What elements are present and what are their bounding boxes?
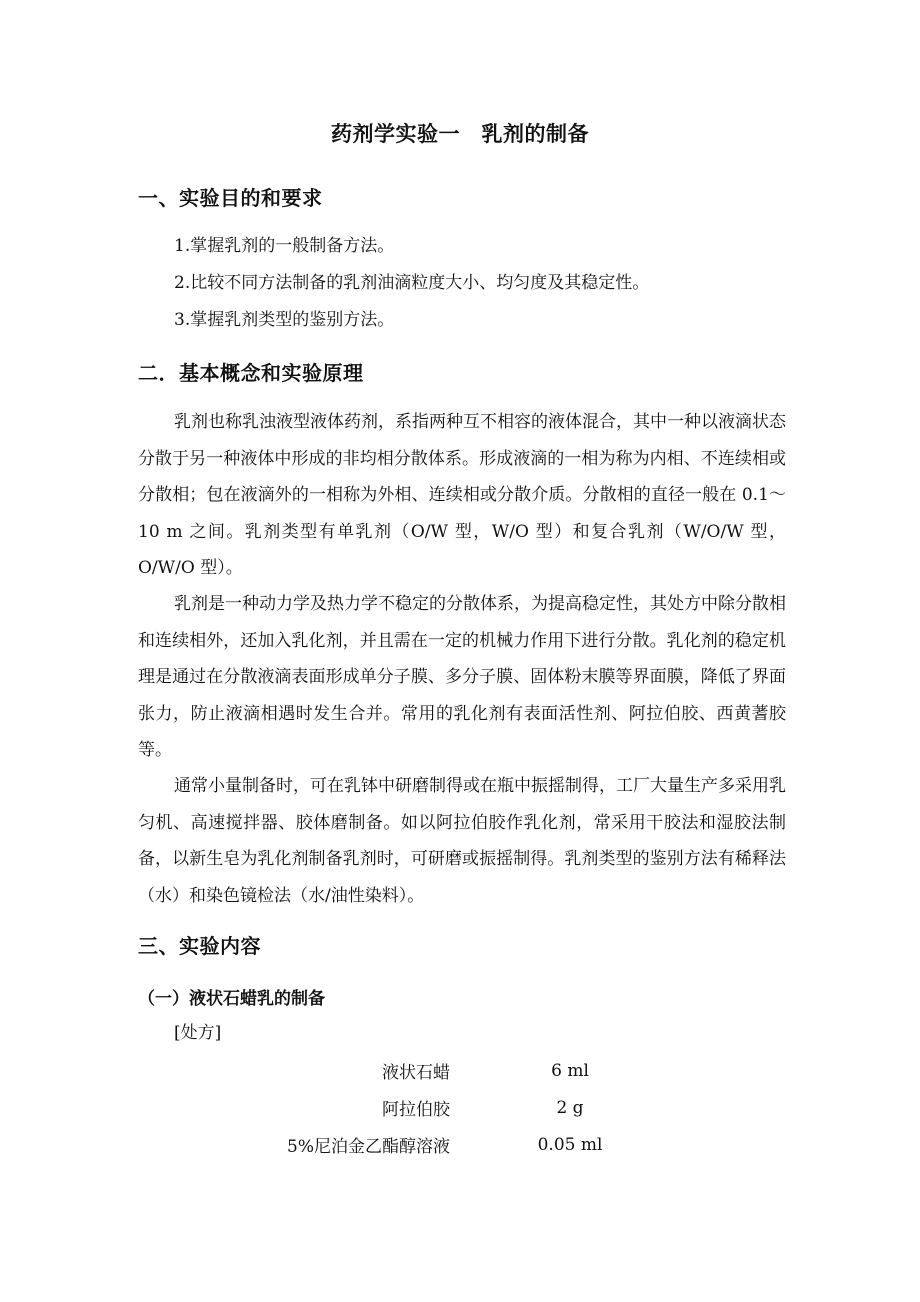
prescription-row bbox=[230, 1052, 650, 1089]
objective-item-2: 2.比较不同方法制备的乳剂油滴粒度大小、均匀度及其稳定性。 bbox=[174, 273, 650, 293]
ingredient-name: 5%尼泊金乙酯醇溶液 bbox=[287, 1137, 450, 1157]
prescription-row bbox=[230, 1089, 650, 1126]
ingredient-name: 阿拉伯胶 bbox=[382, 1100, 450, 1120]
ingredient-amount: 0.05 ml bbox=[537, 1134, 603, 1155]
principle-paragraph-1: 乳剂也称乳浊液型液体药剂，系指两种互不相容的液体混合，其中一种以液滴状态分散于另一种液体中形成的非均相分散体系。形成液滴的一相为称为内相、不连续相或分散相；包在液滴外的一相称为外相、连续相或分散介质。分散相的直径一般在 0.1～10 m 之间。乳剂类型有单乳剂（O/W 型，W/O 型）和复合乳剂（W/O/W 型，O/W/O 型）。 bbox=[138, 412, 786, 578]
section-heading-content: 三、实验内容 bbox=[138, 934, 261, 958]
objective-item-1: 1.掌握乳剂的一般制备方法。 bbox=[174, 236, 395, 256]
section-heading-objectives: 一、实验目的和要求 bbox=[138, 186, 323, 210]
ingredient-name: 液状石蜡 bbox=[382, 1063, 450, 1083]
section-heading-principles: 二．基本概念和实验原理 bbox=[138, 361, 364, 385]
principle-paragraph-2: 乳剂是一种动力学及热力学不稳定的分散体系，为提高稳定性，其处方中除分散相和连续相外，还加入乳化剂，并且需在一定的机械力作用下进行分散。乳化剂的稳定机理是通过在分散液滴表面形成单分子膜、多分子膜、固体粉末膜等界面膜，降低了界面张力，防止液滴相遇时发生合并。常用的乳化剂有表面活性剂、阿拉伯胶、西黄蓍胶等。 bbox=[138, 594, 786, 760]
page-title: 药剂学实验一 乳剂的制备 bbox=[331, 122, 589, 146]
prescription-table bbox=[230, 1052, 650, 1163]
principle-paragraph-3: 通常小量制备时，可在乳钵中研磨制得或在瓶中振摇制得，工厂大量生产多采用乳匀机、高速搅拌器、胶体磨制备。如以阿拉伯胶作乳化剂，常采用干胶法和湿胶法制备，以新生皂为乳化剂制备乳剂时，可研磨或振摇制得。乳剂类型的鉴别方法有稀释法（水）和染色镜检法（水/油性染料）。 bbox=[138, 776, 786, 906]
prescription-row bbox=[230, 1126, 650, 1163]
prescription-label: [处方] bbox=[174, 1023, 222, 1043]
objective-item-3: 3.掌握乳剂类型的鉴别方法。 bbox=[174, 310, 395, 330]
ingredient-amount: 2 g bbox=[556, 1097, 584, 1118]
ingredient-amount: 6 ml bbox=[551, 1060, 589, 1081]
subsection-heading-liquid-paraffin: （一）液状石蜡乳的制备 bbox=[138, 989, 325, 1009]
